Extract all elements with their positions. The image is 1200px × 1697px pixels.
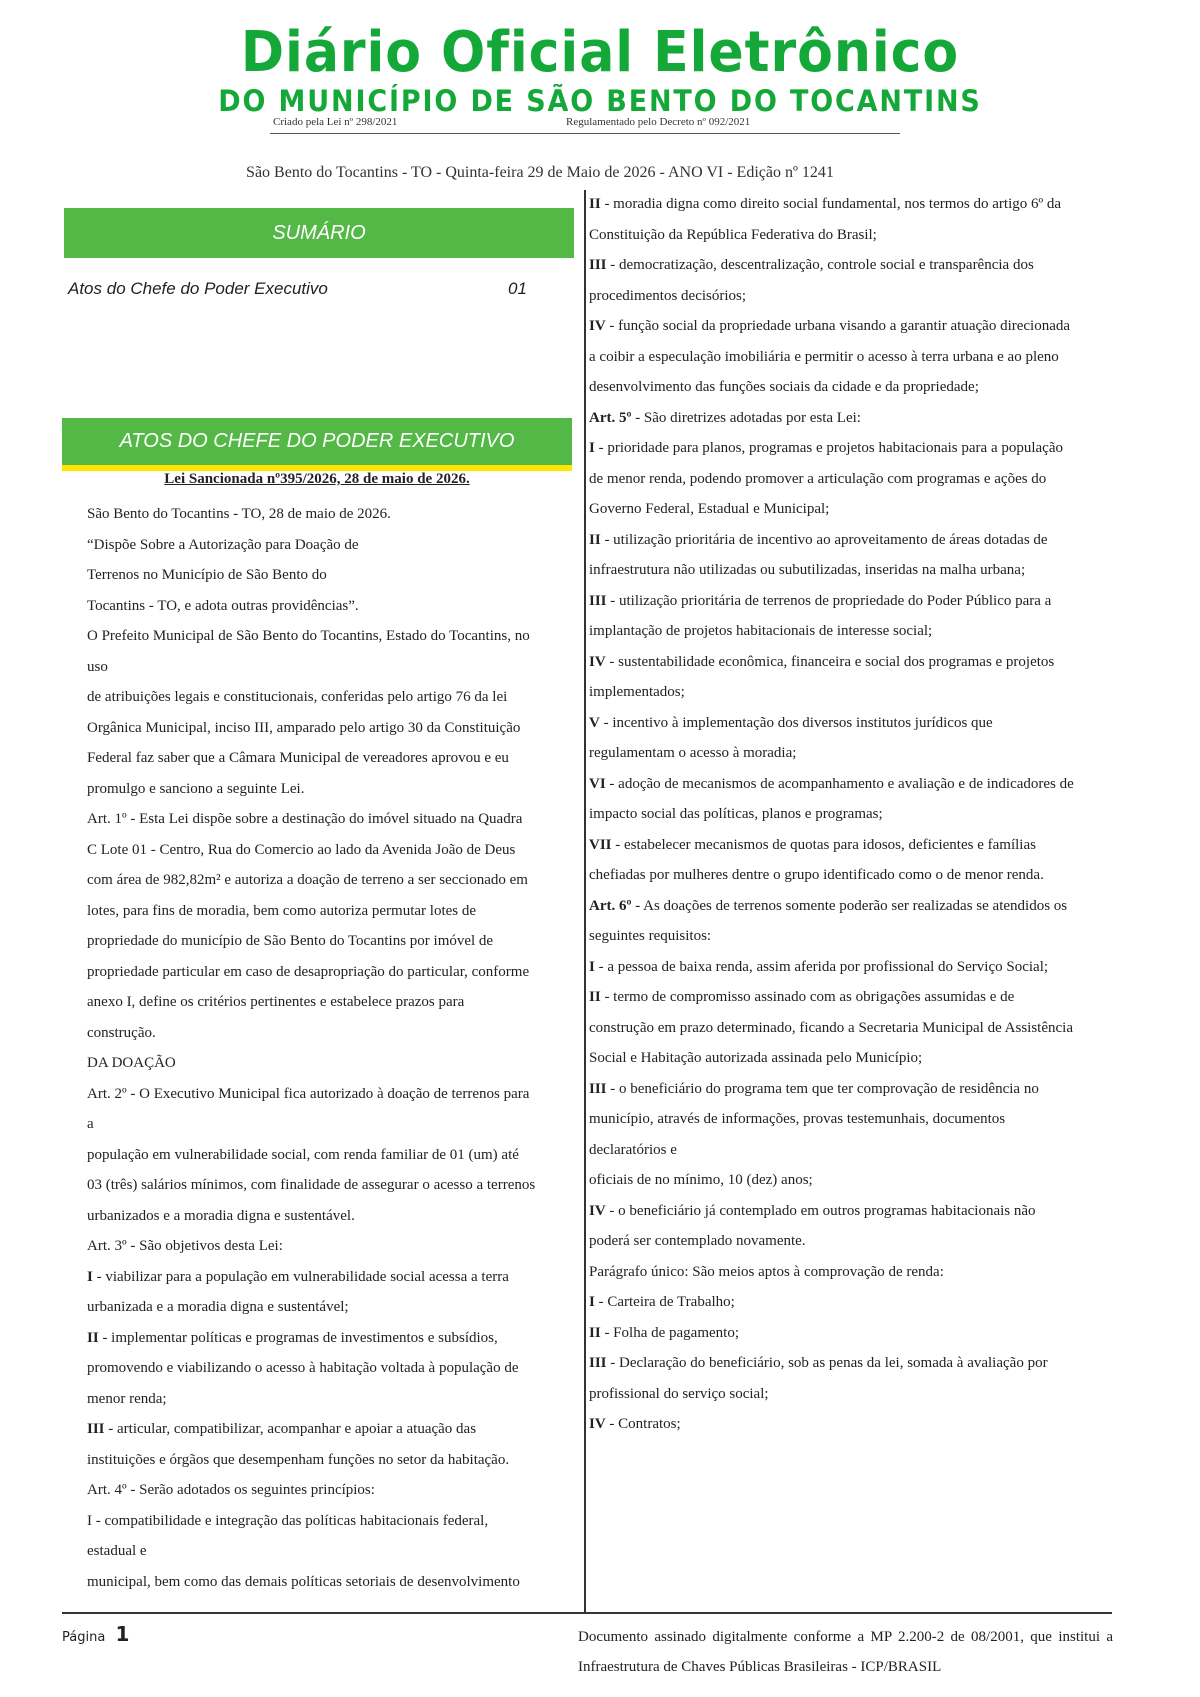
text-line bbox=[87, 957, 577, 988]
clause-marker: VII bbox=[589, 836, 612, 853]
line-text: - São diretrizes adotadas por esta Lei: bbox=[631, 409, 861, 426]
line-text: construção. bbox=[87, 1024, 156, 1041]
line-text: impacto social das políticas, planos e programas; bbox=[589, 806, 883, 822]
text-line bbox=[589, 250, 1119, 281]
text-line bbox=[87, 1262, 577, 1293]
text-line bbox=[589, 1165, 1119, 1196]
line-text: Parágrafo único: São meios aptos à comprovação de renda: bbox=[589, 1263, 944, 1280]
created-by-law: Criado pela Lei nº 298/2021 bbox=[273, 116, 398, 128]
page-indicator bbox=[62, 1622, 129, 1646]
line-text: implantação de projetos habitacionais de interesse social; bbox=[589, 623, 933, 639]
text-line bbox=[87, 1475, 577, 1506]
line-text: Art. 2º - O Executivo Municipal fica autorizado à doação de terrenos para bbox=[87, 1085, 530, 1102]
text-line bbox=[589, 708, 1119, 739]
clause-marker: IV bbox=[589, 653, 606, 670]
text-line bbox=[87, 926, 577, 957]
text-line bbox=[589, 1379, 1119, 1410]
line-text: municipal, bem como das demais políticas setoriais de desenvolvimento bbox=[87, 1573, 520, 1590]
line-text: promovendo e viabilizando o acesso à habitação voltada à população de bbox=[87, 1360, 519, 1376]
text-line bbox=[87, 987, 577, 1018]
line-text: declaratórios e bbox=[589, 1141, 677, 1158]
text-line bbox=[87, 591, 577, 622]
line-text: - o beneficiário do programa tem que ter comprovação de residência no bbox=[606, 1080, 1039, 1097]
text-line bbox=[87, 1018, 577, 1049]
dateline: São Bento do Tocantins - TO - Quinta-feira 29 de Maio de 2026 - ANO VI - Edição nº 1241 bbox=[246, 164, 834, 181]
line-text: - estabelecer mecanismos de quotas para idosos, deficientes e famílias bbox=[611, 836, 1036, 853]
line-text: profissional do serviço social; bbox=[589, 1385, 769, 1402]
line-text: - prioridade para planos, programas e projetos habitacionais para a população bbox=[594, 440, 1063, 456]
line-text: seguintes requisitos: bbox=[589, 928, 712, 944]
text-line bbox=[87, 835, 577, 866]
masthead-title: Diário Oficial Eletrônico bbox=[240, 20, 960, 85]
text-line bbox=[87, 560, 577, 591]
text-line bbox=[589, 952, 1119, 983]
text-line bbox=[589, 982, 1119, 1013]
clause-marker: Art. 5º bbox=[589, 409, 632, 426]
clause-marker: IV bbox=[589, 1416, 606, 1432]
text-line bbox=[589, 830, 1119, 861]
text-line bbox=[87, 1567, 577, 1598]
line-text: - adoção de mecanismos de acompanhamento e avaliação e de indicadores de bbox=[605, 775, 1074, 792]
line-text: Art. 1º - Esta Lei dispõe sobre a destinação do imóvel situado na Quadra bbox=[87, 811, 523, 827]
text-line bbox=[87, 896, 577, 927]
line-text: “Dispõe Sobre a Autorização para Doação de bbox=[87, 536, 359, 553]
clause-marker: II bbox=[589, 196, 601, 212]
text-line bbox=[589, 860, 1119, 891]
clause-marker: IV bbox=[589, 318, 606, 334]
line-text: - incentivo à implementação dos diversos institutos jurídicos que bbox=[599, 714, 993, 731]
line-text: DA DOAÇÃO bbox=[87, 1055, 176, 1071]
line-text: - função social da propriedade urbana visando a garantir atuação direcionada bbox=[605, 318, 1071, 334]
text-line bbox=[589, 738, 1119, 769]
text-line bbox=[589, 616, 1119, 647]
signature-note: Documento assinado digitalmente conforme a MP 2.200-2 de 08/2001, que institui a Infraestrutura de Chaves Públicas Brasileiras - ICP/BRASIL bbox=[578, 1629, 1113, 1675]
clause-marker: Art. 6º bbox=[589, 897, 632, 914]
clause-marker: III bbox=[87, 1421, 105, 1437]
line-text: Social e Habitação autorizada assinada pelo Município; bbox=[589, 1050, 923, 1066]
text-line bbox=[87, 1384, 577, 1415]
summary-item-page: 01 bbox=[508, 279, 527, 298]
text-line bbox=[589, 1257, 1119, 1288]
line-text: - moradia digna como direito social fundamental, nos termos do artigo 6º da bbox=[600, 196, 1062, 212]
text-line bbox=[589, 525, 1119, 556]
line-text: desenvolvimento das funções sociais da cidade e da propriedade; bbox=[589, 379, 979, 395]
line-text: promulgo e sanciono a seguinte Lei. bbox=[87, 780, 305, 797]
regulated-by-decree: Regulamentado pelo Decreto nº 092/2021 bbox=[566, 116, 751, 128]
text-line bbox=[87, 1170, 577, 1201]
line-text: município, através de informações, provas testemunhais, documentos bbox=[589, 1111, 1006, 1127]
text-line bbox=[589, 891, 1119, 922]
line-text: menor renda; bbox=[87, 1390, 167, 1407]
line-text: - Contratos; bbox=[605, 1416, 681, 1432]
text-line bbox=[87, 1414, 577, 1445]
line-text: - viabilizar para a população em vulnerabilidade social acessa a terra bbox=[92, 1268, 509, 1285]
line-text: população em vulnerabilidade social, com renda familiar de 01 (um) até bbox=[87, 1146, 519, 1163]
clause-marker: II bbox=[589, 531, 601, 548]
text-line bbox=[589, 647, 1119, 678]
line-text: 03 (três) salários mínimos, com finalidade de assegurar o acesso a terrenos bbox=[87, 1177, 536, 1193]
line-text: lotes, para fins de moradia, bem como autoriza permutar lotes de bbox=[87, 902, 477, 919]
text-line bbox=[589, 1226, 1119, 1257]
text-line bbox=[589, 555, 1119, 586]
text-line bbox=[589, 1104, 1119, 1135]
page-number: 1 bbox=[115, 1622, 130, 1646]
line-text: construção em prazo determinado, ficando a Secretaria Municipal de Assistência bbox=[589, 1019, 1073, 1036]
clause-marker: II bbox=[589, 1324, 601, 1341]
text-line bbox=[589, 189, 1119, 220]
text-line bbox=[87, 530, 577, 561]
line-text: Terrenos no Município de São Bento do bbox=[87, 567, 327, 583]
line-text: - implementar políticas e programas de investimentos e subsídios, bbox=[98, 1329, 498, 1346]
line-text: Art. 4º - Serão adotados os seguintes princípios: bbox=[87, 1482, 375, 1498]
text-line bbox=[589, 281, 1119, 312]
clause-marker: III bbox=[589, 1080, 607, 1097]
line-text: infraestrutura não utilizadas ou subutilizadas, inseridas na malha urbana; bbox=[589, 562, 1026, 578]
text-line bbox=[589, 1318, 1119, 1349]
line-text: - Declaração do beneficiário, sob as penas da lei, somada à avaliação por bbox=[606, 1355, 1048, 1371]
clause-marker: III bbox=[589, 592, 607, 609]
line-text: Art. 3º - São objetivos desta Lei: bbox=[87, 1238, 283, 1254]
text-line bbox=[87, 713, 577, 744]
text-line bbox=[87, 1323, 577, 1354]
line-text: uso bbox=[87, 658, 108, 675]
clause-marker: I bbox=[589, 958, 595, 975]
line-text: poderá ser contemplado novamente. bbox=[589, 1233, 806, 1249]
clause-marker: III bbox=[589, 1355, 607, 1371]
text-line bbox=[87, 774, 577, 805]
text-line bbox=[589, 403, 1119, 434]
line-text: São Bento do Tocantins - TO, 28 de maio de 2026. bbox=[87, 506, 391, 522]
line-text: oficiais de no mínimo, 10 (dez) anos; bbox=[589, 1172, 813, 1188]
text-line bbox=[589, 1196, 1119, 1227]
line-text: I - compatibilidade e integração das políticas habitacionais federal, bbox=[87, 1512, 489, 1529]
clause-marker: IV bbox=[589, 1202, 606, 1219]
section-heading: ATOS DO CHEFE DO PODER EXECUTIVO bbox=[62, 418, 572, 465]
line-text: Federal faz saber que a Câmara Municipal de vereadores aprovou e eu bbox=[87, 750, 509, 766]
text-line bbox=[589, 1013, 1119, 1044]
line-text: a bbox=[87, 1116, 94, 1132]
text-line bbox=[87, 1048, 577, 1079]
text-line bbox=[589, 464, 1119, 495]
clause-marker: V bbox=[589, 714, 600, 731]
text-line bbox=[87, 1201, 577, 1232]
line-text: de atribuições legais e constitucionais, conferidas pelo artigo 76 da lei bbox=[87, 689, 508, 705]
clause-marker: I bbox=[589, 1294, 595, 1310]
line-text: - democratização, descentralização, controle social e transparência dos bbox=[606, 257, 1034, 273]
text-line bbox=[589, 372, 1119, 403]
text-line bbox=[589, 311, 1119, 342]
clause-marker: VI bbox=[589, 775, 606, 792]
line-text: procedimentos decisórios; bbox=[589, 287, 747, 304]
summary-item-label[interactable]: Atos do Chefe do Poder Executivo bbox=[68, 279, 328, 298]
summary-heading: SUMÁRIO bbox=[64, 208, 574, 258]
line-text: - articular, compatibilizar, acompanhar e apoiar a atuação das bbox=[104, 1421, 477, 1437]
text-line bbox=[87, 1231, 577, 1262]
text-line bbox=[87, 804, 577, 835]
text-line bbox=[87, 1353, 577, 1384]
line-text: anexo I, define os critérios pertinentes e estabelece prazos para bbox=[87, 994, 465, 1010]
line-text: - termo de compromisso assinado com as obrigações assumidas e de bbox=[600, 989, 1015, 1005]
masthead-subtitle: DO MUNICÍPIO DE SÃO BENTO DO TOCANTINS bbox=[218, 84, 982, 118]
law-title: Lei Sancionada nº395/2026, 28 de maio de 2026. bbox=[164, 471, 470, 487]
line-text: C Lote 01 - Centro, Rua do Comercio ao lado da Avenida João de Deus bbox=[87, 841, 516, 858]
text-line bbox=[589, 1043, 1119, 1074]
line-text: - utilização prioritária de terrenos de propriedade do Poder Público para a bbox=[606, 592, 1052, 609]
text-line bbox=[589, 1348, 1119, 1379]
text-line bbox=[589, 586, 1119, 617]
line-text: implementados; bbox=[589, 684, 685, 700]
line-text: com área de 982,82m² e autoriza a doação de terreno a ser seccionado em bbox=[87, 872, 528, 888]
line-text: chefiadas por mulheres dentre o grupo identificado como o de menor renda. bbox=[589, 867, 1044, 883]
line-text: urbanizada e a moradia digna e sustentável; bbox=[87, 1299, 349, 1315]
column-divider bbox=[584, 190, 586, 1612]
line-text: - o beneficiário já contemplado em outros programas habitacionais não bbox=[605, 1202, 1036, 1219]
line-text: de menor renda, podendo promover a articulação com programas e ações do bbox=[589, 470, 1047, 487]
text-line bbox=[87, 743, 577, 774]
line-text: - Folha de pagamento; bbox=[600, 1324, 739, 1341]
text-line bbox=[87, 1292, 577, 1323]
text-line bbox=[589, 921, 1119, 952]
line-text: Constituição da República Federativa do Brasil; bbox=[589, 226, 877, 243]
text-line bbox=[589, 769, 1119, 800]
text-line bbox=[589, 1074, 1119, 1105]
line-text: - a pessoa de baixa renda, assim aferida por profissional do Serviço Social; bbox=[594, 958, 1049, 975]
line-text: propriedade do município de São Bento do Tocantins por imóvel de bbox=[87, 933, 494, 949]
text-line bbox=[87, 1506, 577, 1537]
line-text: a coibir a especulação imobiliária e permitir o acesso à terra urbana e ao pleno bbox=[589, 348, 1059, 365]
text-line bbox=[589, 342, 1119, 373]
clause-marker: II bbox=[589, 989, 601, 1005]
footer-divider bbox=[62, 1612, 1112, 1614]
page-label: Página bbox=[62, 1630, 106, 1645]
text-line bbox=[589, 1287, 1119, 1318]
text-line bbox=[87, 652, 577, 683]
text-line bbox=[87, 499, 577, 530]
left-column-text bbox=[87, 499, 577, 1597]
text-line bbox=[87, 865, 577, 896]
right-column-text bbox=[589, 189, 1119, 1440]
text-line bbox=[589, 677, 1119, 708]
clause-marker: I bbox=[589, 440, 595, 456]
text-line bbox=[589, 494, 1119, 525]
line-text: - As doações de terrenos somente poderão ser realizadas se atendidos os bbox=[631, 897, 1068, 914]
text-line bbox=[87, 682, 577, 713]
clause-marker: III bbox=[589, 257, 607, 273]
text-line bbox=[87, 1079, 577, 1110]
text-line bbox=[589, 799, 1119, 830]
line-text: regulamentam o acesso à moradia; bbox=[589, 745, 797, 761]
text-line bbox=[87, 1536, 577, 1567]
line-text: - utilização prioritária de incentivo ao aproveitamento de áreas dotadas de bbox=[600, 531, 1048, 548]
line-text: O Prefeito Municipal de São Bento do Tocantins, Estado do Tocantins, no bbox=[87, 628, 530, 644]
text-line bbox=[87, 1109, 577, 1140]
text-line bbox=[87, 1140, 577, 1171]
clause-marker: II bbox=[87, 1329, 99, 1346]
line-text: estadual e bbox=[87, 1543, 147, 1559]
line-text: Orgânica Municipal, inciso III, amparado pelo artigo 30 da Constituição bbox=[87, 719, 521, 736]
line-text: - Carteira de Trabalho; bbox=[594, 1294, 735, 1310]
text-line bbox=[87, 1445, 577, 1476]
text-line bbox=[589, 220, 1119, 251]
text-line bbox=[589, 433, 1119, 464]
line-text: Tocantins - TO, e adota outras providências”. bbox=[87, 597, 359, 614]
line-text: urbanizados e a moradia digna e sustentável. bbox=[87, 1207, 355, 1224]
line-text: propriedade particular em caso de desapropriação do particular, conforme bbox=[87, 963, 530, 980]
masthead-divider bbox=[270, 133, 900, 134]
line-text: Governo Federal, Estadual e Municipal; bbox=[589, 501, 830, 517]
clause-marker: I bbox=[87, 1268, 93, 1285]
text-line bbox=[87, 621, 577, 652]
text-line bbox=[589, 1135, 1119, 1166]
line-text: - sustentabilidade econômica, financeira e social dos programas e projetos bbox=[605, 653, 1055, 670]
line-text: instituições e órgãos que desempenham funções no setor da habitação. bbox=[87, 1451, 510, 1468]
text-line bbox=[589, 1409, 1119, 1440]
